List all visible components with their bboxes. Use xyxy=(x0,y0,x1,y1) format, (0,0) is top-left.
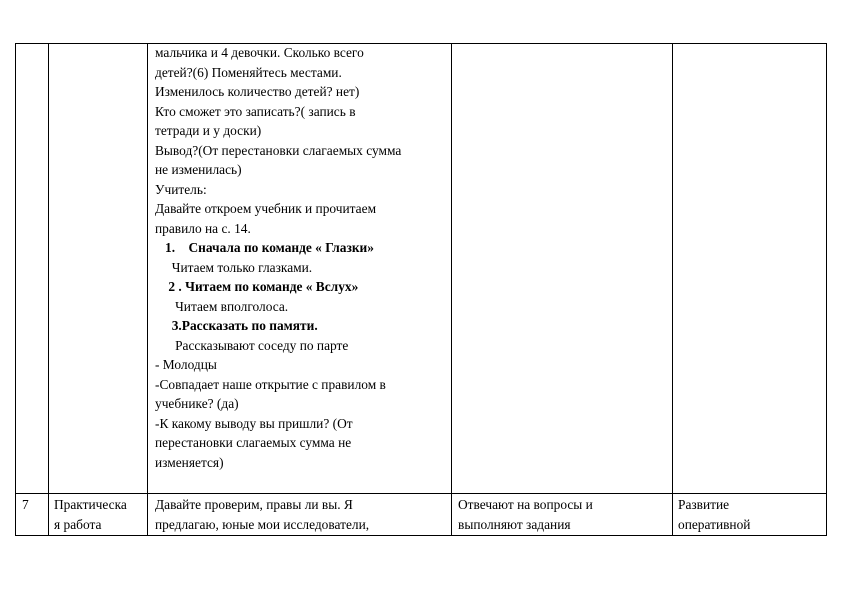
teacher-activity-line: 3.Рассказать по памяти. xyxy=(155,318,318,333)
table-border-right xyxy=(826,43,827,536)
teacher-activity-line: не изменилась) xyxy=(155,162,242,177)
stage-name-line: Практическа xyxy=(54,497,127,512)
stage-name-cell xyxy=(54,495,127,534)
teacher-activity-line: Давайте проверим, правы ли вы. Я xyxy=(155,497,353,512)
column-divider-4 xyxy=(672,43,673,536)
teacher-activity-line: учебнике? (да) xyxy=(155,396,239,411)
teacher-activity-cell xyxy=(155,495,369,534)
stage-name-line: я работа xyxy=(54,516,102,532)
teacher-activity-line: Кто сможет это записать?( запись в xyxy=(155,103,356,119)
row-number-cell xyxy=(22,495,29,515)
row-number: 7 xyxy=(22,497,29,512)
teacher-activity-line: 1. Сначала по команде « Глазки» xyxy=(155,240,374,255)
teacher-activity-line: -Совпадает наше открытие с правилом в xyxy=(155,376,386,392)
table-border-left xyxy=(15,43,16,536)
column-divider-1 xyxy=(48,43,49,536)
teacher-activity-line: перестановки слагаемых сумма не xyxy=(155,435,352,450)
row-divider xyxy=(15,493,827,494)
teacher-activity-line: предлагаю, юные мои исследователи, xyxy=(155,516,370,532)
column-divider-2 xyxy=(147,43,148,536)
teacher-activity-line: детей?(6) Поменяйтесь местами. xyxy=(155,64,342,80)
student-activity-line: выполняют задания xyxy=(458,516,571,532)
student-activity-line: Отвечают на вопросы и xyxy=(458,497,593,512)
teacher-activity-line: Читаем только глазками. xyxy=(155,259,313,275)
teacher-activity-line: Рассказывают соседу по парте xyxy=(155,337,349,353)
teacher-activity-cell-continued xyxy=(155,43,401,472)
teacher-activity-line: Вывод?(От перестановки слагаемых сумма xyxy=(155,142,402,158)
table-border-bottom xyxy=(15,535,827,536)
teacher-activity-line: Давайте откроем учебник и прочитаем xyxy=(155,201,377,216)
teacher-activity-line: 2 . Читаем по команде « Вслух» xyxy=(155,279,359,294)
teacher-activity-line: изменяется) xyxy=(155,454,224,470)
teacher-activity-line: мальчика и 4 девочки. Сколько всего xyxy=(155,45,364,60)
teacher-activity-line: Учитель: xyxy=(155,181,207,197)
teacher-activity-line: Читаем вполголоса. xyxy=(155,298,289,314)
teacher-activity-line: - Молодцы xyxy=(155,357,217,372)
teacher-activity-line: тетради и у доски) xyxy=(155,123,262,138)
teacher-activity-line: -К какому выводу вы пришли? (От xyxy=(155,415,353,431)
table-border-top xyxy=(15,43,827,44)
student-activity-cell xyxy=(458,495,593,534)
teacher-activity-line: Изменилось количество детей? нет) xyxy=(155,84,360,99)
skills-line: Развитие xyxy=(678,497,730,512)
skills-line: оперативной xyxy=(678,516,751,532)
column-divider-3 xyxy=(451,43,452,536)
skills-cell xyxy=(678,495,750,534)
teacher-activity-line: правило на с. 14. xyxy=(155,220,251,236)
